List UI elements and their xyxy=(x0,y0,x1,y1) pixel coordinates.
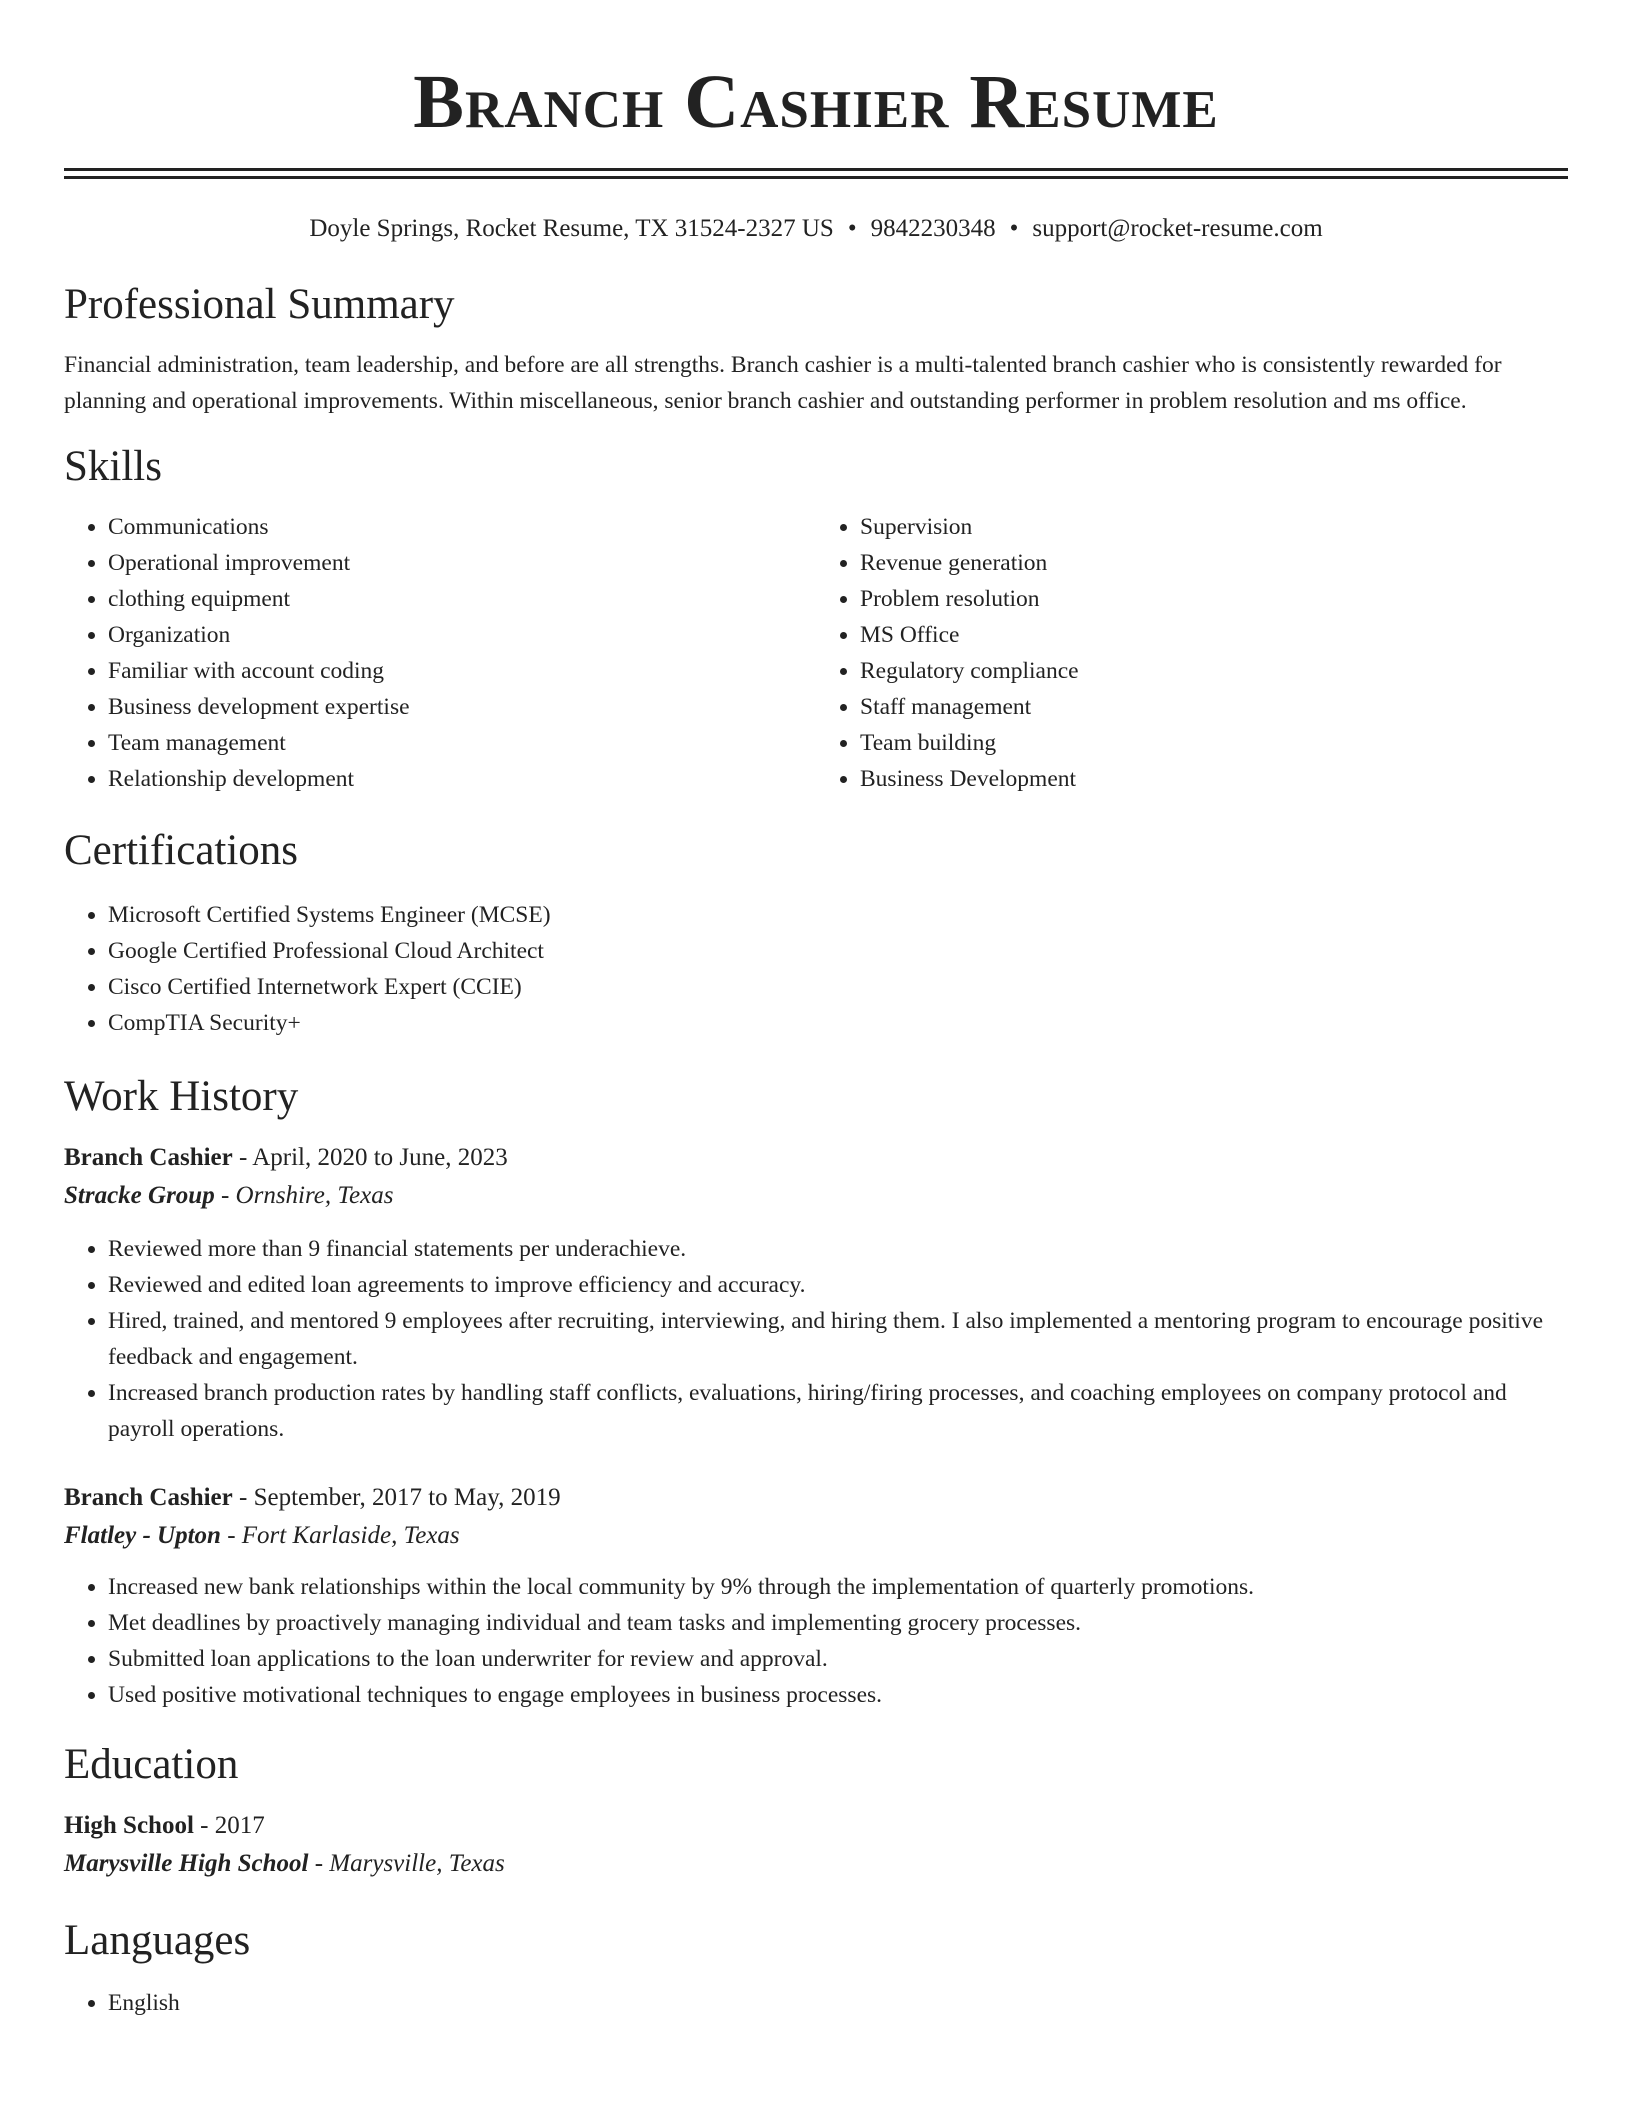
certifications-section xyxy=(64,825,1568,1041)
job-company-line: Stracke Group - Ornshire, Texas xyxy=(64,1182,394,1209)
contact-line xyxy=(64,213,1568,245)
job-bullet: • Increased new bank relationships within the local community by 9% through the implementation of quarterly promotions. xyxy=(108,1569,1568,1605)
skill-item: • Supervision xyxy=(860,509,1568,545)
job-bullets xyxy=(64,1231,1568,1447)
education-year: 2017 xyxy=(214,1812,265,1839)
skills-list-right xyxy=(816,509,1568,797)
certification-item: • Microsoft Certified Systems Engineer (MCSE) xyxy=(108,897,1568,933)
job-title: Branch Cashier xyxy=(64,1144,233,1171)
skill-item: • Team management xyxy=(108,725,816,761)
job-location: Fort Karlaside, Texas xyxy=(241,1522,460,1549)
job-bullet: • Hired, trained, and mentored 9 employees after recruiting, interviewing, and hiring them. I also implemented a mentoring program to encourage positive feedback and engagement. xyxy=(108,1303,1568,1375)
languages-list xyxy=(64,1985,1568,2021)
skill-item: • Familiar with account coding xyxy=(108,653,816,689)
contact-separator: • xyxy=(847,215,857,242)
job-company: Stracke Group xyxy=(64,1182,215,1209)
job-company: Flatley - Upton xyxy=(64,1522,221,1549)
job-dates: April, 2020 to June, 2023 xyxy=(252,1144,508,1171)
skill-item: • MS Office xyxy=(860,617,1568,653)
job-entry xyxy=(64,1479,1568,1713)
job-bullet: • Reviewed more than 9 financial statements per underachieve. xyxy=(108,1231,1568,1267)
job-dates: September, 2017 to May, 2019 xyxy=(253,1484,561,1511)
skill-item: • Relationship development xyxy=(108,761,816,797)
job-bullet: • Increased branch production rates by handling staff conflicts, evaluations, hiring/firing processes, and coaching employees on company protocol and payroll operations. xyxy=(108,1375,1568,1447)
education-degree: High School xyxy=(64,1812,194,1839)
skill-item: • Staff management xyxy=(860,689,1568,725)
skill-item: • Operational improvement xyxy=(108,545,816,581)
summary-text: Financial administration, team leadership, and before are all strengths. Branch cashier is a multi-talented branch cashier who is consistently rewarded for planning and operational improvements. Within miscellaneous, senior branch cashier and outstanding performer in problem resolution and ms office. xyxy=(64,352,1502,414)
education-school-line: Marysville High School - Marysville, Texas xyxy=(64,1850,505,1877)
certification-item: • Google Certified Professional Cloud Architect xyxy=(108,933,1568,969)
job-header: Branch Cashier - September, 2017 to May, 2019 xyxy=(64,1484,561,1511)
education-heading: Education xyxy=(64,1741,239,1788)
skills-section xyxy=(64,441,1568,797)
summary-heading: Professional Summary xyxy=(64,281,455,328)
job-entry xyxy=(64,1139,1568,1447)
education-school: Marysville High School xyxy=(64,1850,309,1877)
summary-section xyxy=(64,279,1568,419)
contact-phone: 9842230348 xyxy=(870,215,996,242)
skill-item: • Team building xyxy=(860,725,1568,761)
job-bullet: • Met deadlines by proactively managing individual and team tasks and implementing grocery processes. xyxy=(108,1605,1568,1641)
skill-item: • Problem resolution xyxy=(860,581,1568,617)
skill-item: • Communications xyxy=(108,509,816,545)
skill-item: • clothing equipment xyxy=(108,581,816,617)
skills-heading: Skills xyxy=(64,443,162,490)
certification-item: • Cisco Certified Internetwork Expert (CCIE) xyxy=(108,969,1568,1005)
job-title: Branch Cashier xyxy=(64,1484,233,1511)
language-item: • English xyxy=(108,1985,1568,2021)
work-history-heading: Work History xyxy=(64,1073,299,1120)
contact-email: support@rocket-resume.com xyxy=(1032,215,1323,242)
skill-item: • Revenue generation xyxy=(860,545,1568,581)
certifications-heading: Certifications xyxy=(64,827,299,874)
contact-address: Doyle Springs, Rocket Resume, TX 31524-2327 US xyxy=(309,215,834,242)
skill-item: • Organization xyxy=(108,617,816,653)
skill-item: • Business Development xyxy=(860,761,1568,797)
job-location: Ornshire, Texas xyxy=(235,1182,394,1209)
job-company-line: Flatley - Upton - Fort Karlaside, Texas xyxy=(64,1522,460,1549)
skills-grid xyxy=(64,509,1568,797)
job-bullet: • Used positive motivational techniques to engage employees in business processes. xyxy=(108,1677,1568,1713)
job-bullet: • Reviewed and edited loan agreements to improve efficiency and accuracy. xyxy=(108,1267,1568,1303)
languages-heading: Languages xyxy=(64,1917,251,1964)
education-header: High School - 2017 xyxy=(64,1812,265,1839)
skills-list-left xyxy=(64,509,816,797)
certifications-list xyxy=(64,897,1568,1041)
contact-separator: • xyxy=(1009,215,1019,242)
languages-section xyxy=(64,1915,1568,2021)
education-section xyxy=(64,1739,1568,1883)
certification-item: • CompTIA Security+ xyxy=(108,1005,1568,1041)
skill-item: • Business development expertise xyxy=(108,689,816,725)
job-header: Branch Cashier - April, 2020 to June, 2023 xyxy=(64,1144,508,1171)
work-history-section xyxy=(64,1071,1568,1713)
skill-item: • Regulatory compliance xyxy=(860,653,1568,689)
title-double-rule xyxy=(64,168,1568,179)
resume-title: Branch Cashier Resume xyxy=(413,60,1219,144)
education-entry xyxy=(64,1807,1568,1883)
job-bullet: • Submitted loan applications to the loan underwriter for review and approval. xyxy=(108,1641,1568,1677)
education-location: Marysville, Texas xyxy=(329,1850,505,1877)
job-bullets xyxy=(64,1569,1568,1713)
